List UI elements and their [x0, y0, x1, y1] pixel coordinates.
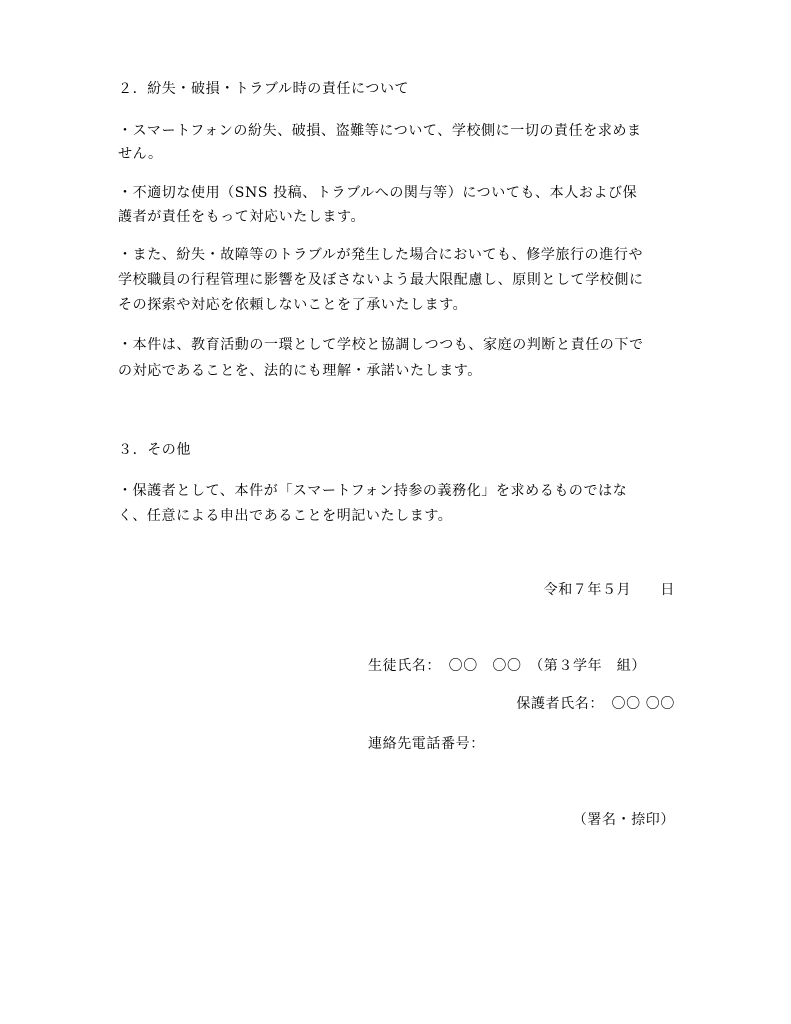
phone-line: 連絡先電話番号：	[368, 736, 485, 752]
section3-para1-line2: く、任意による申出であることを明記いたします。	[118, 508, 453, 524]
section2-para3-line1: ・また、紛失・故障等のトラブルが発生した場合においても、修学旅行の進行や	[118, 247, 644, 263]
section2-para1-line2: せん。	[118, 146, 163, 162]
section2-para4-line2: の対応であることを、法的にも理解・承諾いたします。	[118, 363, 482, 379]
section3-para1-line1: ・保護者として、本件が「スマートフォン持参の義務化」を求めるものではな	[118, 483, 628, 499]
section2-para2-line1: ・不適切な使用（SNS 投稿、トラブルへの関与等）についても、本人および保	[118, 185, 638, 201]
section2-para3-line3: その探索や対応を依頼しないことを了承いたします。	[118, 297, 468, 313]
section2-heading: ２．紛失・破損・トラブル時の責任について	[118, 81, 410, 97]
section2-para4-line1: ・本件は、教育活動の一環として学校と協調しつつも、家庭の判断と責任の下で	[118, 337, 644, 353]
signature-seal-note: （署名・捺印）	[572, 812, 675, 828]
guardian-name-line: 保護者氏名： 〇〇 〇〇	[516, 696, 675, 712]
student-name-line: 生徒氏名： 〇〇 〇〇 （第３学年 組）	[368, 658, 646, 674]
section2-para1-line1: ・スマートフォンの紛失、破損、盗難等について、学校側に一切の責任を求めま	[118, 123, 642, 139]
section2-para2-line2: 護者が責任をもって対応いたします。	[118, 209, 366, 225]
date-line: 令和７年５月 日	[543, 582, 675, 598]
section2-para3-line2: 学校職員の行程管理に影響を及ぼさないよう最大限配慮し、原則として学校側に	[118, 272, 644, 288]
section3-heading: ３．その他	[118, 442, 191, 458]
